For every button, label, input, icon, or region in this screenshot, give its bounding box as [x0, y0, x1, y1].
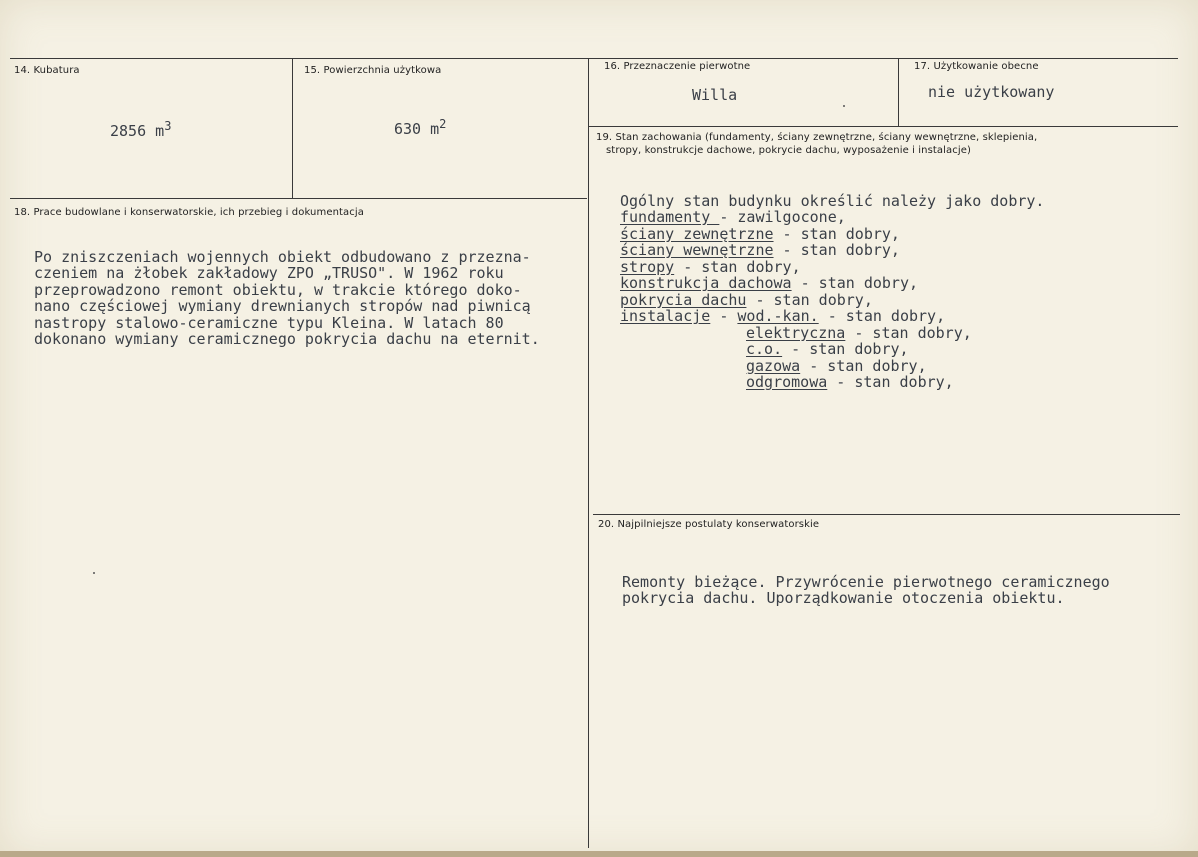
installation-term: c.o.: [746, 340, 783, 358]
field-18-line: nano częściowej wymiany drewnianych stropów nad piwnicą: [34, 297, 531, 315]
divider-14-15: [292, 58, 293, 199]
field-17-value: nie użytkowany: [928, 83, 1055, 101]
field-20-text: [622, 557, 1182, 640]
paper-speck: [843, 105, 845, 107]
field-20-line: pokrycia dachu. Uporządkowanie otoczenia obiektu.: [622, 589, 1065, 607]
field-18-line: przeprowadzono remont obiektu, w trakcie którego doko-: [34, 280, 522, 299]
field-17-label: 17. Użytkowanie obecne: [914, 61, 1039, 72]
field-19-label-line: stropy, konstrukcje dachowe, pokrycie dachu, wyposażenie i instalacje): [606, 145, 971, 156]
condition-item: [620, 308, 1160, 325]
field-14-label: 14. Kubatura: [14, 65, 80, 76]
field-18-line: dokonano wymiany ceramicznego pokrycia dachu na eternit.: [34, 330, 540, 348]
condition-status: -: [710, 307, 738, 325]
condition-status: - stan dobry,: [674, 257, 801, 276]
condition-item: [620, 209, 1160, 226]
condition-term: ściany wewnętrzne: [620, 241, 774, 259]
condition-item: [620, 226, 1160, 243]
installation-status: - stan dobry,: [827, 373, 954, 391]
installation-status: - stan dobry,: [782, 340, 909, 358]
installation-term: wod.-kan.: [737, 307, 819, 325]
field-16-value: Willa: [692, 86, 738, 104]
field-19-text: [620, 176, 1160, 424]
field-20-label: 20. Najpilniejsze postulaty konserwatorskie: [598, 519, 820, 530]
condition-term: konstrukcja dachowa: [620, 274, 792, 292]
installation-status: - stan dobry,: [845, 323, 972, 342]
field-14-value: 2856 $m^3$: [110, 119, 172, 140]
rule-below-14-15: [10, 198, 587, 199]
condition-term: fundamenty: [620, 208, 720, 226]
condition-item: [620, 259, 1160, 276]
condition-status: - stan dobry,: [773, 224, 900, 243]
installation-item: [620, 341, 1160, 358]
installation-term: odgromowa: [746, 373, 828, 391]
top-rule: [10, 58, 1178, 59]
rule-below-16-17: [589, 126, 1178, 127]
condition-term: stropy: [620, 257, 675, 276]
installation-status: - stan dobry,: [800, 356, 927, 375]
installation-item: [620, 325, 1160, 342]
paper-speck: [93, 572, 95, 574]
field-19-label-line: 19. Stan zachowania (fundamenty, ściany zewnętrzne, ściany wewnętrzne, sklepienia,: [596, 132, 1038, 143]
condition-status: - zawilgocone,: [719, 208, 846, 226]
condition-term: ściany zewnętrzne: [620, 224, 774, 243]
field-18-line: czeniem na żłobek zakładowy ZPO „TRUSO". W 1962 roku: [34, 264, 504, 282]
divider-center: [588, 58, 589, 848]
condition-item: [620, 275, 1160, 292]
field-15-value: 630 $m^2$: [394, 117, 447, 138]
field-18-line: Po zniszczeniach wojennych obiekt odbudowano z przezna-: [34, 247, 531, 266]
installation-item: [620, 358, 1160, 375]
installation-term: elektryczna: [746, 323, 846, 342]
field-18-label: 18. Prace budowlane i konserwatorskie, ich przebieg i dokumentacja: [14, 207, 364, 218]
condition-item: [620, 242, 1160, 259]
divider-16-17: [898, 58, 899, 127]
condition-status: - stan dobry,: [746, 290, 873, 309]
condition-status: - stan dobry,: [791, 274, 919, 292]
installation-term: gazowa: [746, 356, 801, 375]
installation-item: [620, 374, 1160, 391]
field-19-label: [596, 131, 1037, 157]
rule-above-20: [593, 514, 1180, 515]
field-15-label: 15. Powierzchnia użytkowa: [304, 65, 442, 76]
condition-term: instalacje: [620, 307, 711, 325]
installation-status: - stan dobry,: [818, 307, 946, 325]
field-18-line: nastropy stalowo-ceramiczne typu Kleina. W latach 80: [34, 313, 504, 332]
field-20-line: Remonty bieżące. Przywrócenie pierwotnego ceramicznego: [622, 572, 1110, 591]
condition-item: [620, 292, 1160, 309]
condition-term: pokrycia dachu: [620, 290, 747, 309]
field-18-text: [34, 232, 584, 381]
field-19-intro: Ogólny stan budynku określić należy jako dobry.: [620, 191, 1045, 210]
field-16-label: 16. Przeznaczenie pierwotne: [604, 61, 751, 72]
condition-status: - stan dobry,: [773, 241, 900, 259]
card-bottom-edge: [0, 851, 1198, 857]
